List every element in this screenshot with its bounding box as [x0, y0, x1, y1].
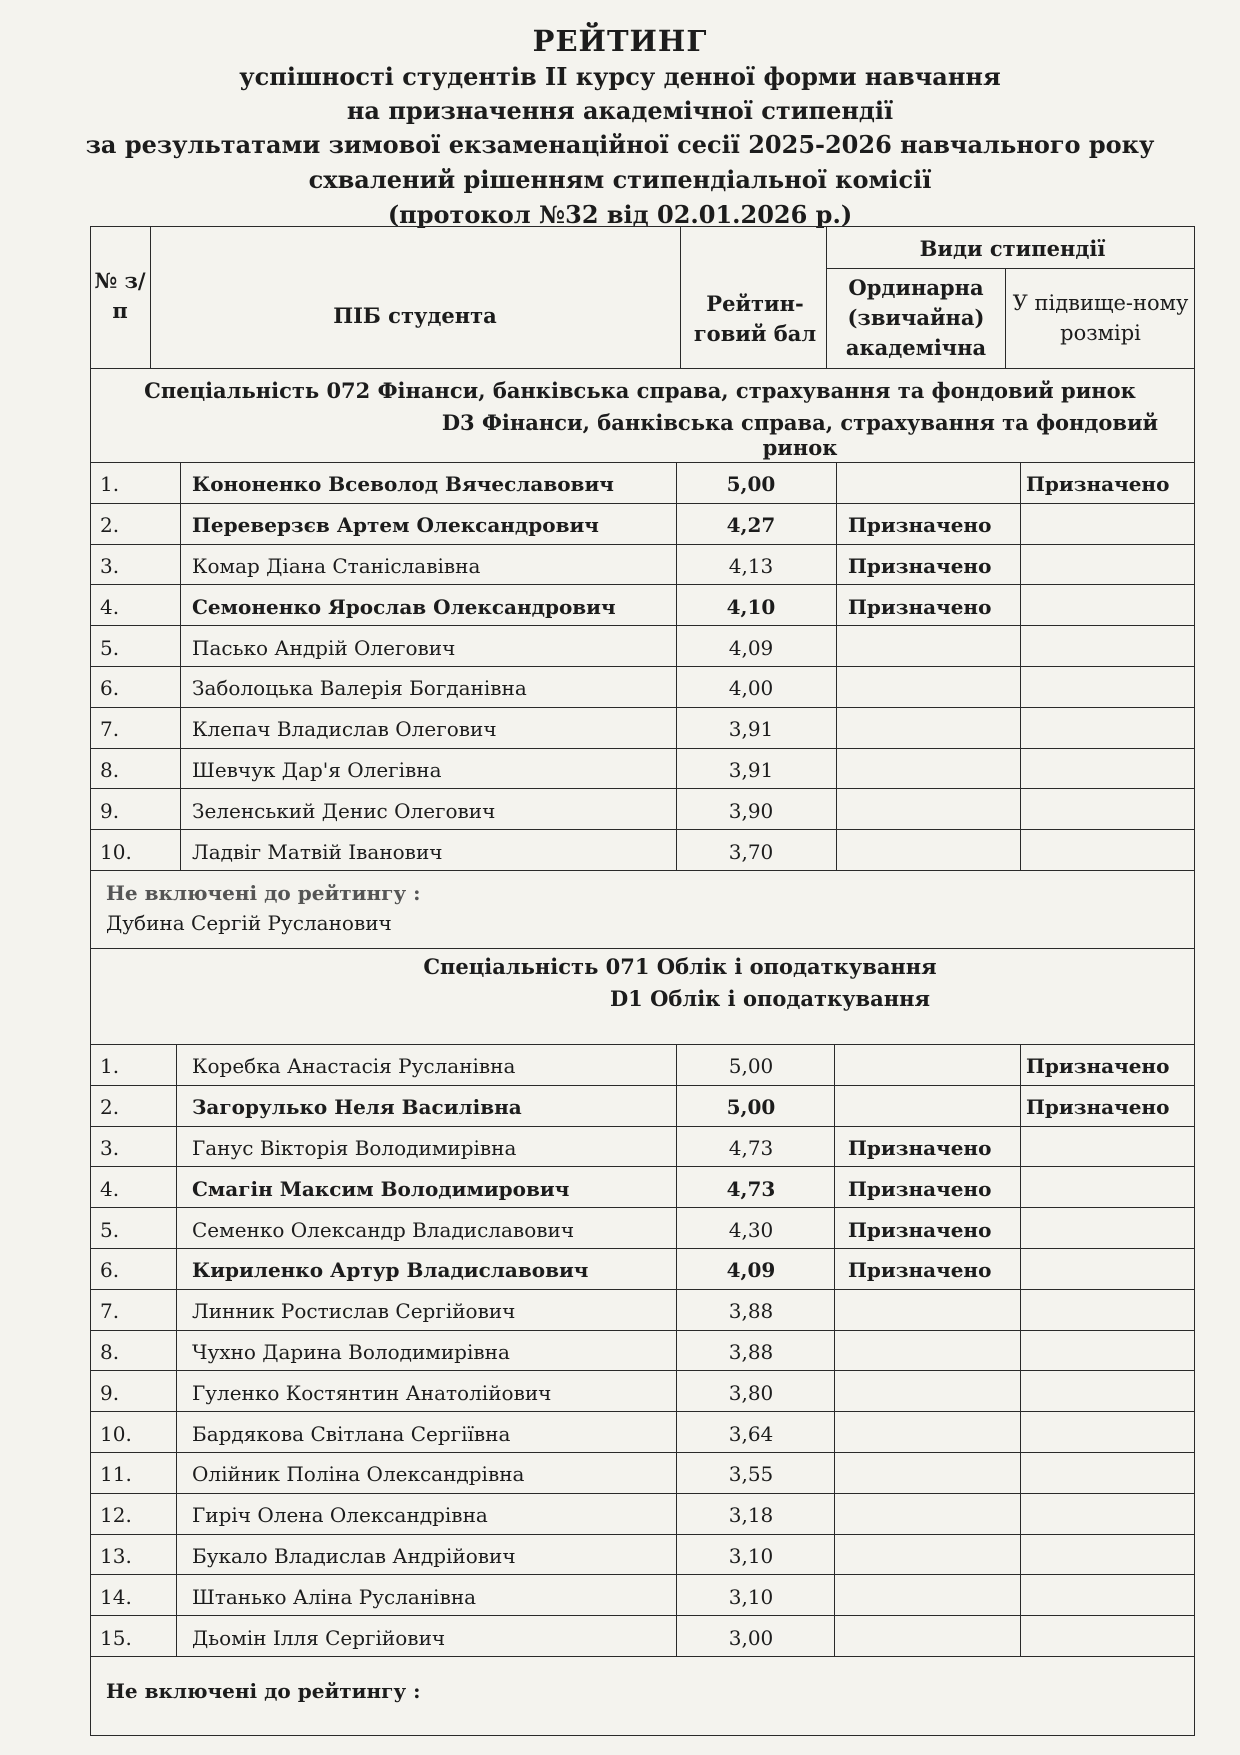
row-number: 13.	[100, 1544, 132, 1568]
student-name: Коребка Анастасія Русланівна	[192, 1054, 516, 1079]
rating-score: 4,00	[728, 676, 774, 701]
student-name: Линник Ростислав Сергійович	[192, 1299, 516, 1324]
not-included-student-072: Дубина Сергій Русланович	[106, 911, 392, 935]
student-name: Кириленко Артур Владиславович	[192, 1258, 589, 1283]
rating-score: 3,91	[728, 758, 774, 782]
ordinary-scholarship: Призначено	[848, 1176, 992, 1201]
rating-score: 3,91	[728, 717, 774, 742]
increased-scholarship: Призначено	[1026, 472, 1170, 497]
col-header-score: Рейтин-говий бал	[693, 291, 817, 346]
rating-score: 4,09	[726, 1258, 776, 1283]
row-number: 9.	[100, 1380, 120, 1405]
title-line-2: на призначення академічної стипендії	[346, 96, 894, 125]
col-header-name: ПІБ студента	[333, 303, 497, 328]
row-number: 8.	[100, 1340, 120, 1364]
document-title: РЕЙТИНГ	[532, 24, 708, 58]
student-name: Кононенко Всеволод Вячеславович	[192, 472, 614, 497]
row-number: 14.	[100, 1584, 132, 1609]
row-number: 7.	[100, 717, 120, 742]
student-name: Гиріч Олена Олександрівна	[192, 1503, 488, 1528]
row-number: 8.	[100, 758, 120, 782]
rating-score: 4,27	[726, 513, 776, 538]
student-name: Смагін Максим Володимирович	[192, 1176, 570, 1201]
ordinary-scholarship: Призначено	[848, 554, 992, 578]
student-name: Семоненко Ярослав Олександрович	[192, 594, 616, 619]
ordinary-scholarship: Призначено	[848, 1136, 992, 1160]
col-header-increased: У підвище-ному розмірі	[1012, 291, 1189, 345]
student-name: Дьомін Ілля Сергійович	[192, 1625, 446, 1650]
rating-score: 3,18	[728, 1503, 774, 1528]
ordinary-scholarship: Призначено	[848, 513, 992, 538]
rating-score: 4,13	[728, 554, 774, 578]
student-name: Чухно Дарина Володимирівна	[192, 1340, 510, 1364]
row-number: 1.	[100, 1054, 120, 1079]
col-header-num: № з/п	[94, 268, 146, 323]
student-name: Бардякова Світлана Сергіївна	[192, 1421, 511, 1446]
student-name: Комар Діана Станіславівна	[192, 554, 481, 578]
rating-score: 4,73	[728, 1136, 774, 1160]
protocol-line: (протокол №32 від 02.01.2026 р.)	[387, 200, 853, 229]
rating-score: 4,30	[728, 1217, 774, 1242]
rating-score: 5,00	[728, 1054, 774, 1079]
student-name: Семенко Олександр Владиславович	[192, 1217, 575, 1242]
row-number: 3.	[100, 554, 120, 578]
student-name: Зеленський Денис Олегович	[192, 798, 496, 823]
row-number: 10.	[100, 839, 132, 864]
rating-score: 5,00	[726, 472, 776, 497]
increased-scholarship: Призначено	[1026, 1054, 1170, 1079]
row-number: 6.	[100, 676, 120, 701]
title-line-1: успішності студентів ІІ курсу денної форми навчання	[239, 62, 1001, 91]
row-number: 5.	[100, 1217, 120, 1242]
row-number: 10.	[100, 1421, 132, 1446]
increased-scholarship: Призначено	[1026, 1095, 1170, 1120]
rating-score: 3,64	[728, 1421, 774, 1446]
ordinary-scholarship: Призначено	[848, 594, 992, 619]
row-number: 6.	[100, 1258, 120, 1283]
specialty-072-program: D3 Фінанси, банківська справа, страхування та фондовий ринок	[441, 410, 1159, 460]
row-number: 15.	[100, 1625, 132, 1650]
rating-score: 3,70	[728, 839, 774, 864]
rating-score: 3,10	[728, 1544, 774, 1568]
student-name: Заболоцька Валерія Богданівна	[192, 676, 527, 701]
title-line-3: за результатами зимової екзаменаційної сесії 2025-2026 навчального року	[85, 130, 1155, 159]
rating-score: 5,00	[726, 1095, 776, 1120]
row-number: 9.	[100, 798, 120, 823]
row-number: 4.	[100, 594, 120, 619]
row-number: 2.	[100, 1095, 120, 1120]
rating-score: 3,88	[728, 1340, 774, 1364]
rating-score: 3,80	[728, 1380, 774, 1405]
col-header-types: Види стипендії	[919, 236, 1106, 261]
ordinary-scholarship: Призначено	[848, 1258, 992, 1283]
student-name: Букало Владислав Андрійович	[192, 1544, 516, 1568]
student-name: Гуленко Костянтин Анатолійович	[192, 1380, 552, 1405]
student-name: Клепач Владислав Олегович	[192, 717, 497, 742]
specialty-071-title: Спеціальність 071 Облік і оподаткування	[423, 954, 937, 979]
rating-score: 3,88	[728, 1299, 774, 1324]
student-name: Загорулько Неля Василівна	[192, 1095, 522, 1120]
rating-score: 4,73	[726, 1176, 776, 1201]
row-number: 5.	[100, 635, 120, 660]
student-name: Пасько Андрій Олегович	[192, 635, 456, 660]
row-number: 12.	[100, 1503, 132, 1528]
not-included-label-071: Не включені до рейтингу :	[106, 1679, 421, 1703]
title-line-4: схвалений рішенням стипендіальної комісії	[308, 165, 932, 194]
rating-score: 4,09	[728, 635, 774, 660]
row-number: 2.	[100, 513, 120, 538]
student-name: Переверзєв Артем Олександрович	[192, 513, 599, 538]
row-number: 11.	[100, 1462, 132, 1487]
col-header-ordinary: Ординарна (звичайна) академічна	[845, 275, 987, 360]
row-number: 3.	[100, 1136, 120, 1160]
student-name: Ганус Вікторія Володимирівна	[192, 1136, 517, 1160]
student-name: Олійник Поліна Олександрівна	[192, 1462, 525, 1487]
student-name: Штанько Аліна Русланівна	[192, 1584, 477, 1609]
row-number: 1.	[100, 472, 120, 497]
not-included-label-072: Не включені до рейтингу :	[106, 881, 421, 905]
student-name: Шевчук Дар'я Олегівна	[192, 758, 442, 782]
rating-score: 3,10	[728, 1584, 774, 1609]
rating-score: 3,55	[728, 1462, 774, 1487]
specialty-071-program: D1 Облік і оподаткування	[609, 986, 931, 1011]
row-number: 7.	[100, 1299, 120, 1324]
student-name: Ладвіг Матвій Іванович	[192, 839, 443, 864]
rating-score: 3,90	[728, 798, 774, 823]
ordinary-scholarship: Призначено	[848, 1217, 992, 1242]
row-number: 4.	[100, 1176, 120, 1201]
specialty-072-title: Спеціальність 072 Фінанси, банківська справа, страхування та фондовий ринок	[144, 378, 1136, 403]
rating-score: 3,00	[728, 1625, 774, 1650]
rating-score: 4,10	[726, 594, 776, 619]
